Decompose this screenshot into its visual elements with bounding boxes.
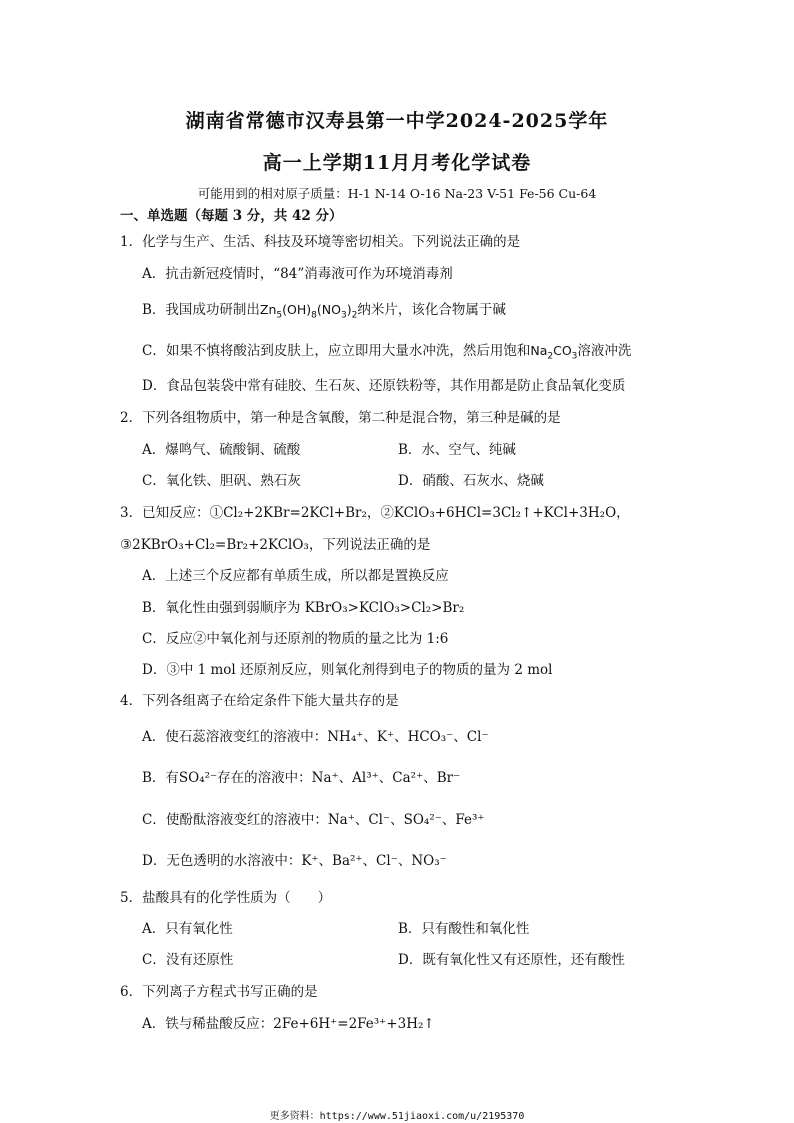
q1-option-b bbox=[142, 298, 506, 321]
formula-sub: 2 bbox=[351, 310, 358, 321]
q3-option-b: B．氧化性由强到弱顺序为 KBrO₃>KClO₃>Cl₂>Br₂ bbox=[142, 600, 465, 616]
q5-option-c: C．没有还原性 bbox=[142, 952, 234, 968]
formula-sub: 5 bbox=[276, 310, 283, 321]
q1-option-c-pre: C．如果不慎将酸沾到皮肤上，应立即用大量水冲洗，然后用饱和 bbox=[142, 343, 531, 359]
q6-stem: 6．下列离子方程式书写正确的是 bbox=[120, 984, 318, 1000]
formula-sub: 8 bbox=[311, 310, 317, 321]
q2-option-d: D．硝酸、石灰水、烧碱 bbox=[398, 473, 544, 489]
formula-zn: Zn bbox=[259, 302, 277, 317]
formula-sub: 2 bbox=[547, 351, 554, 362]
q1-option-c-post: 溶液冲洗 bbox=[577, 343, 632, 359]
exam-title-line2: 高一上学期11月月考化学试卷 bbox=[262, 152, 532, 174]
q5-stem: 5．盐酸具有的化学性质为（ ） bbox=[120, 890, 332, 906]
q3-stem-line2: ③2KBrO₃+Cl₂=Br₂+2KClO₃，下列说法正确的是 bbox=[120, 537, 431, 553]
q3-option-c: C．反应②中氧化剂与还原剂的物质的量之比为 1:6 bbox=[142, 631, 449, 647]
q2-option-a: A．爆鸣气、硫酸铜、硫酸 bbox=[142, 442, 301, 458]
q4-option-a: A．使石蕊溶液变红的溶液中：NH₄⁺、K⁺、HCO₃⁻、Cl⁻ bbox=[142, 729, 489, 745]
q1-option-b-pre: B．我国成功研制出 bbox=[142, 302, 260, 318]
q5-option-a: A．只有氧化性 bbox=[142, 921, 233, 937]
q4-option-c: C．使酚酞溶液变红的溶液中：Na⁺、Cl⁻、SO₄²⁻、Fe³⁺ bbox=[142, 812, 485, 828]
section-heading: 一、单选题（每题 3 分，共 42 分） bbox=[120, 208, 343, 224]
q3-option-a: A．上述三个反应都有单质生成，所以都是置换反应 bbox=[142, 568, 449, 584]
q2-option-b: B．水、空气、纯碱 bbox=[398, 442, 516, 458]
q1-option-b-post: 纳米片，该化合物属于碱 bbox=[357, 302, 506, 318]
formula-co: CO bbox=[553, 343, 572, 358]
q5-option-b: B．只有酸性和氧化性 bbox=[398, 921, 530, 937]
q3-option-d: D．③中 1 mol 还原剂反应，则氧化剂得到电子的物质的量为 2 mol bbox=[142, 662, 553, 678]
q1-option-b-formula bbox=[259, 302, 358, 321]
exam-title-line1: 湖南省常德市汉寿县第一中学2024-2025学年 bbox=[185, 110, 609, 132]
formula-no: (NO bbox=[316, 302, 341, 317]
formula-na: Na bbox=[530, 343, 548, 358]
atomic-masses: 可能用到的相对原子质量：H-1 N-14 O-16 Na-23 V-51 Fe-56 Cu-64 bbox=[197, 186, 597, 201]
q1-stem: 1．化学与生产、生活、科技及环境等密切相关。下列说法正确的是 bbox=[120, 234, 521, 250]
q2-stem: 2．下列各组物质中，第一种是含氧酸，第二种是混合物，第三种是碱的是 bbox=[120, 410, 561, 426]
footer-link[interactable]: 更多资料：https://www.51jiaoxi.com/u/2195370 bbox=[269, 1111, 525, 1122]
q1-option-a: A．抗击新冠疫情时，“84”消毒液可作为环境消毒剂 bbox=[142, 266, 453, 282]
q1-option-c bbox=[142, 339, 631, 362]
q2-option-c: C．氧化铁、胆矾、熟石灰 bbox=[142, 473, 301, 489]
q5-option-d: D．既有氧化性又有还原性，还有酸性 bbox=[398, 952, 625, 968]
q3-stem-line1: 3．已知反应：①Cl₂+2KBr=2KCl+Br₂，②KClO₃+6HCl=3Cl₂↑+KCl+3H₂O， bbox=[120, 505, 630, 521]
formula-paren: ) bbox=[346, 302, 352, 317]
q6-option-a: A．铁与稀盐酸反应：2Fe+6H⁺=2Fe³⁺+3H₂↑ bbox=[142, 1016, 435, 1032]
formula-sub: 3 bbox=[571, 351, 578, 362]
formula-sub: 3 bbox=[340, 310, 347, 321]
q4-stem: 4．下列各组离子在给定条件下能大量共存的是 bbox=[120, 693, 399, 709]
q4-option-b: B．有SO₄²⁻存在的溶液中：Na⁺、Al³⁺、Ca²⁺、Br⁻ bbox=[142, 770, 461, 786]
q1-option-c-formula bbox=[530, 343, 578, 362]
q1-option-d: D．食品包装袋中常有硅胶、生石灰、还原铁粉等，其作用都是防止食品氧化变质 bbox=[142, 378, 626, 394]
q4-option-d: D．无色透明的水溶液中：K⁺、Ba²⁺、Cl⁻、NO₃⁻ bbox=[142, 853, 447, 869]
formula-oh: (OH) bbox=[282, 302, 312, 317]
